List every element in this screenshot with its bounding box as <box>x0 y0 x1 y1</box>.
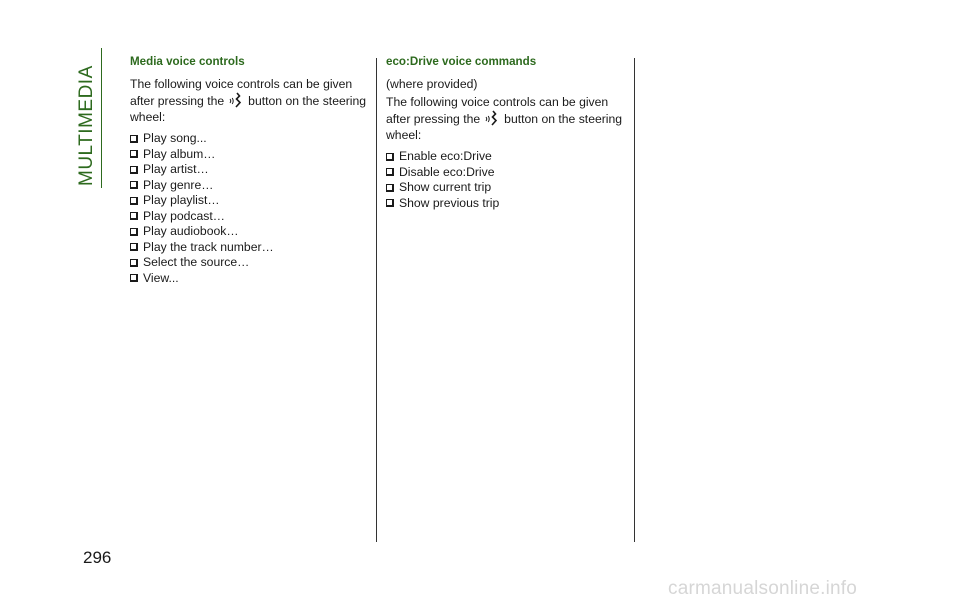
section-divider <box>101 48 102 188</box>
bullet-box-icon <box>386 168 394 176</box>
media-intro-paragraph <box>130 76 368 125</box>
ecodrive-voice-commands-heading: eco:Drive voice commands <box>386 55 537 68</box>
list-item: Play playlist… <box>130 193 368 209</box>
page-number: 296 <box>83 548 112 567</box>
ecodrive-intro-paragraph <box>386 94 624 143</box>
list-item: Disable eco:Drive <box>386 165 624 181</box>
bullet-box-icon <box>130 181 138 189</box>
ecodrive-commands-list <box>386 149 624 211</box>
bullet-box-icon <box>130 274 138 282</box>
column-divider <box>376 58 377 542</box>
bullet-box-icon <box>130 150 138 158</box>
watermark: carmanualsonline.info <box>668 578 858 599</box>
section-title: MULTIMEDIA <box>76 65 97 186</box>
media-intro-before: The following voice controls can be given after pressing the <box>130 77 353 108</box>
bullet-box-icon <box>130 243 138 251</box>
voice-command-icon <box>228 92 244 108</box>
list-item: Enable eco:Drive <box>386 149 624 165</box>
bullet-box-icon <box>130 228 138 236</box>
column-divider <box>634 58 635 542</box>
list-item: Show current trip <box>386 180 624 196</box>
bullet-box-icon <box>130 212 138 220</box>
ecodrive-intro-after: button on the steering wheel: <box>386 112 623 142</box>
ecodrive-voice-commands-column <box>386 54 624 211</box>
ecodrive-intro-before: The following voice controls can be given after pressing the <box>386 95 609 126</box>
bullet-box-icon <box>386 199 394 207</box>
list-item: Select the source… <box>130 255 368 271</box>
list-item: Play podcast… <box>130 209 368 225</box>
list-item: View... <box>130 271 368 287</box>
list-item: Play audiobook… <box>130 224 368 240</box>
list-item: Play album… <box>130 147 368 163</box>
media-intro-after: button on the steering wheel: <box>130 94 367 124</box>
list-item: Play genre… <box>130 178 368 194</box>
list-item: Show previous trip <box>386 196 624 212</box>
media-commands-list <box>130 131 368 286</box>
bullet-box-icon <box>130 135 138 143</box>
media-voice-controls-column <box>130 54 368 286</box>
bullet-box-icon <box>386 184 394 192</box>
bullet-box-icon <box>130 259 138 267</box>
bullet-box-icon <box>130 197 138 205</box>
list-item: Play song... <box>130 131 368 147</box>
bullet-box-icon <box>130 166 138 174</box>
list-item: Play artist… <box>130 162 368 178</box>
bullet-box-icon <box>386 153 394 161</box>
voice-command-icon <box>484 110 500 126</box>
ecodrive-availability-note: (where provided) <box>386 77 478 91</box>
media-voice-controls-heading: Media voice controls <box>130 55 245 68</box>
list-item: Play the track number… <box>130 240 368 256</box>
